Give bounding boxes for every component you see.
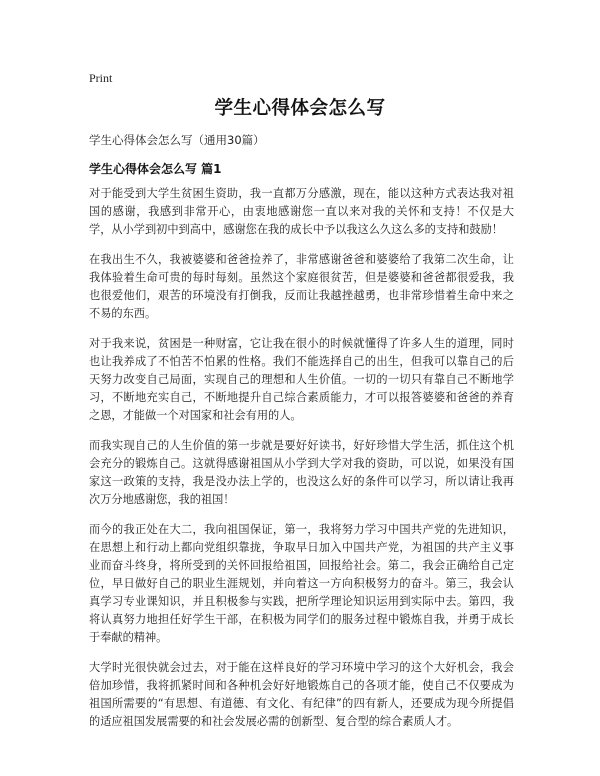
section-heading: 学生心得体会怎么写 篇1 [89,162,222,176]
paragraph: 对于我来说，贫困是一种财富，它让我在很小的时候就懂得了许多人生的道理，同时也让我养成了不怕苦不怕累的性格。我们不能选择自己的出生，但我可以靠自己的后天努力改变自己局面，实现自己的理想和人生价值。一切的一切只有靠自己不断地学习，不断地充实自己，不断地提升自己综合素质能力，才可以报答婆婆和爸爸的养育之恩，才能做一个对国家和社会有用的人。 [89,337,514,422]
paragraph: 对于能受到大学生贫困生资助，我一直都万分感激，现在，能以这种方式表达我对祖国的感谢，我感到非常开心，由衷地感谢您一直以来对我的关怀和支持！不仅是大学，从小学到初中到高中，感谢您在我的成长中予以我这么久这么多的支持和鼓励！ [89,187,514,236]
paragraph: 而我实现自己的人生价值的第一步就是要好好读书，好好珍惜大学生活，抓住这个机会充分的锻炼自己。这就得感谢祖国从小学到大学对我的资助，可以说，如果没有国家这一政策的支持，我是没办法上学的，也没这么好的条件可以学习，所以请让我再次万分地感谢您，我的祖国！ [89,439,514,506]
article-body [89,185,514,743]
paragraph: 大学时光很快就会过去，对于能在这样良好的学习环境中学习的这个大好机会，我会倍加珍惜，我将抓紧时间和各种机会好好地锻炼自己的各项才能，使自己不仅要成为祖国所需要的“有思想、有道德、有文化、有纪律”的四有新人，还要成为现今所提倡的适应祖国发展需要的和社会发展必需的创新型、复合型的综合素质人才。 [89,661,514,728]
paragraph: 在我出生不久，我被婆婆和爸爸捡养了，非常感谢爸爸和婆婆给了我第二次生命，让我体验着生命可贵的每时每刻。虽然这个家庭很贫苦，但是婆婆和爸爸都很爱我，我也很爱他们，艰苦的环境没有打倒我，反而让我越挫越勇，也非常珍惜着生命中来之不易的东西。 [89,253,514,320]
page-title: 学生心得体会怎么写 [214,98,386,119]
document-subtitle: 学生心得体会怎么写（通用30篇） [89,133,265,147]
print-link[interactable]: Print [89,71,113,85]
paragraph: 而今的我正处在大二，我向祖国保证，第一，我将努力学习中国共产党的先进知识，在思想上和行动上都向党组织靠拢，争取早日加入中国共产党，为祖国的共产主义事业而奋斗终身，将所受到的关怀回报给祖国，回报给社会。第二，我会正确给自己定位，早日做好自己的职业生涯规划，并向着这一方向积极努力的奋斗。第三，我会认真学习专业课知识，并且积极参与实践，把所学理论知识运用到实际中去。第四，我将认真努力地担任好学生干部，在积极为同学们的服务过程中锻炼自我，并勇于成长于奉献的精神。 [89,523,514,644]
